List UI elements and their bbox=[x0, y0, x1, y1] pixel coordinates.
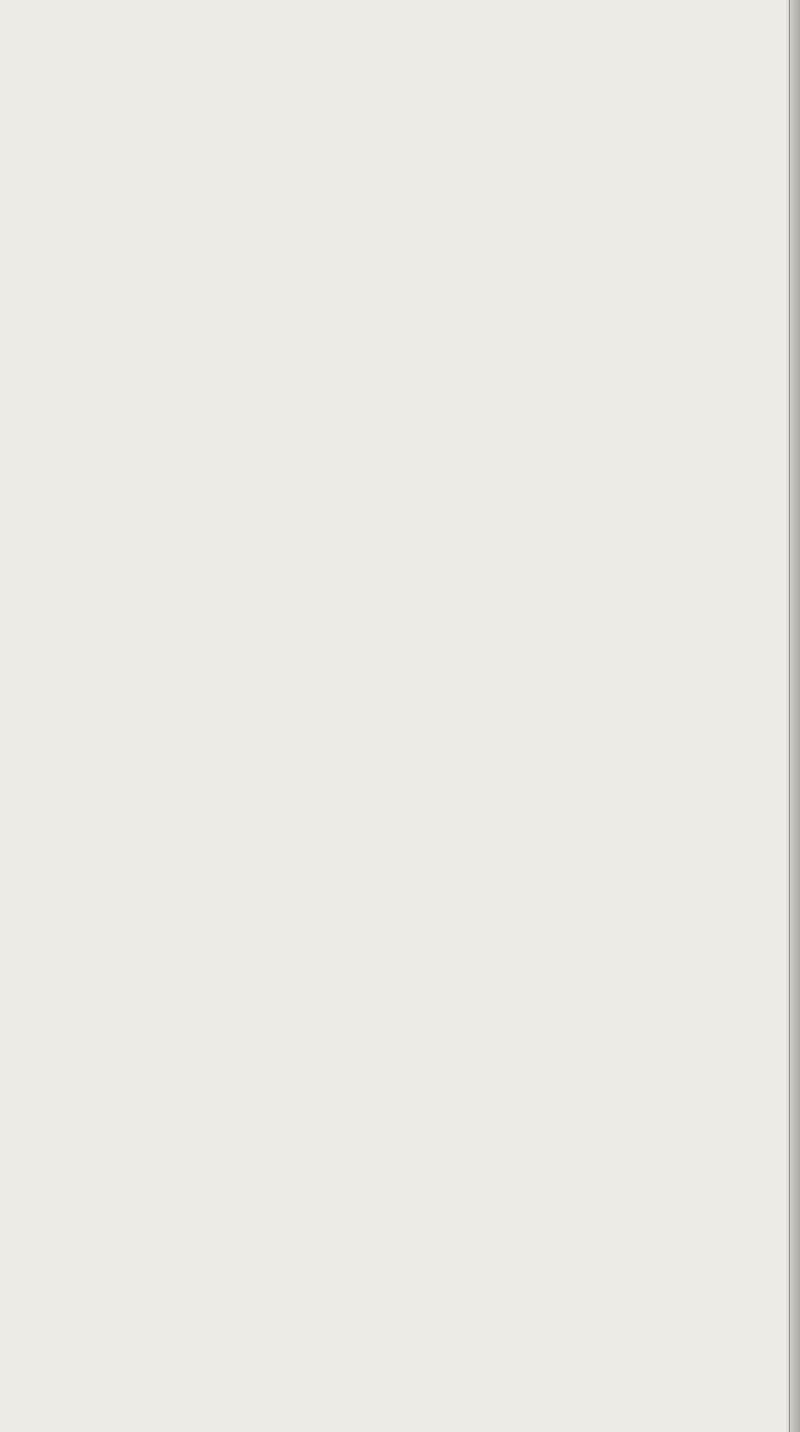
page-edge-line bbox=[789, 0, 790, 1432]
